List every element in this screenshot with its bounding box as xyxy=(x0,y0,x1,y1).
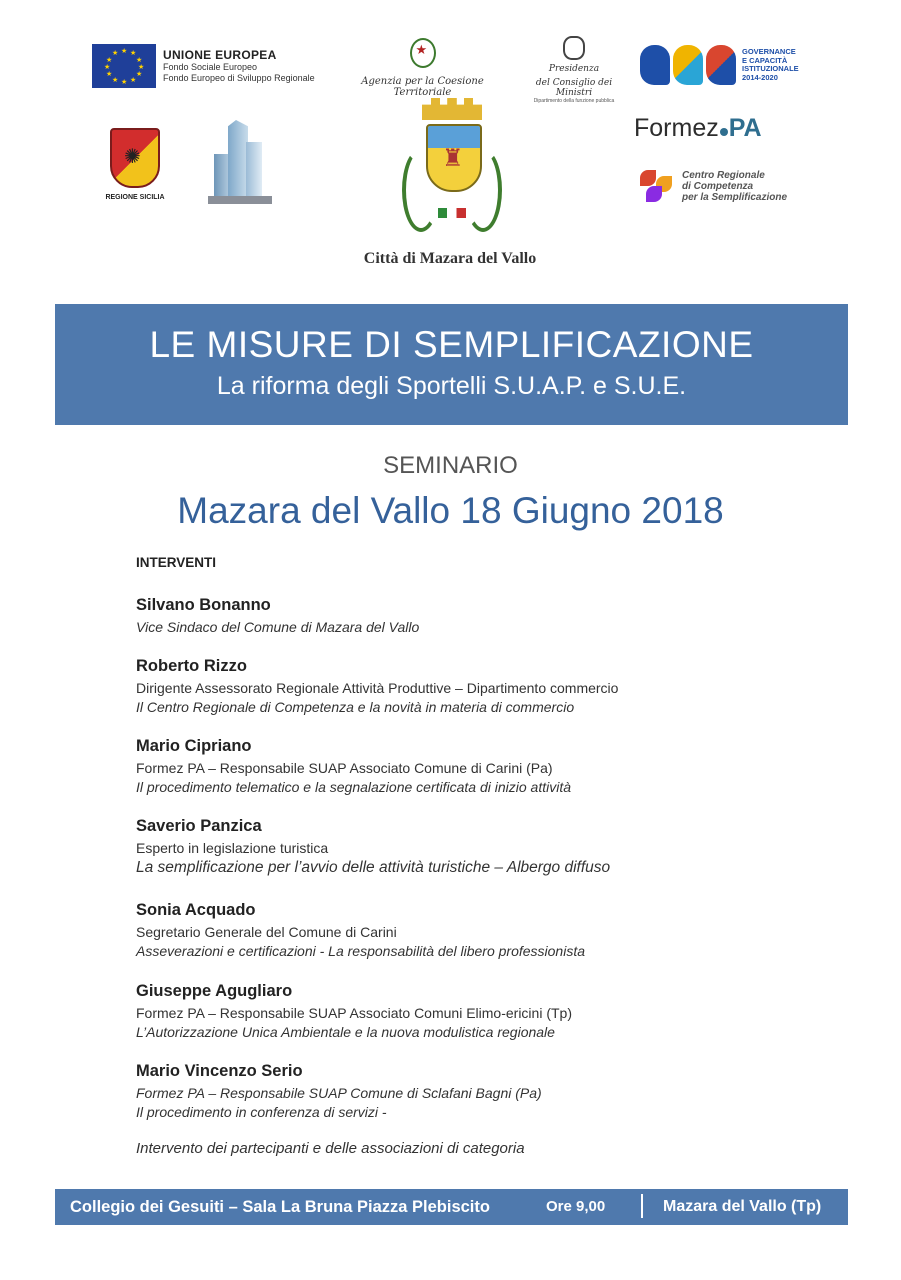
agency-text: Agenzia per la Coesione Territoriale xyxy=(361,76,484,98)
footer-time: Ore 9,00 xyxy=(546,1198,606,1215)
speaker-topic: L’Autorizzazione Unica Ambientale e la nuova modulistica regionale xyxy=(136,1024,555,1040)
speaker-role: Formez PA – Responsabile SUAP Comune di Sclafani Bagni (Pa) xyxy=(136,1085,542,1101)
speaker-topic: Il procedimento in conferenza di servizi - xyxy=(136,1104,387,1120)
pon-line1: GOVERNANCE xyxy=(742,47,796,56)
speaker-name: Mario Vincenzo Serio xyxy=(136,1062,303,1080)
formez-logo xyxy=(634,114,814,143)
presidency-logo xyxy=(524,36,624,104)
formez-part1: Formez xyxy=(634,114,719,142)
pon-line3: ISTITUZIONALE xyxy=(742,64,799,73)
banner-subtitle: La riforma degli Sportelli S.U.A.P. e S.U.E. xyxy=(216,372,687,400)
eu-line1: Fondo Sociale Europeo xyxy=(163,62,258,72)
eu-title: UNIONE EUROPEA xyxy=(163,48,277,62)
eu-flag-icon: ★ ★ ★ ★ ★ ★ ★ ★ ★ ★ ★ ★ xyxy=(92,44,156,88)
presidency-line1: Presidenza xyxy=(548,64,600,74)
agency-logo xyxy=(340,38,505,98)
crc-line1: Centro Regionale xyxy=(682,169,765,181)
interventi-label: INTERVENTI xyxy=(136,555,217,570)
speaker-item xyxy=(136,817,776,877)
crc-line3: per la Semplificazione xyxy=(682,191,788,203)
speaker-role: Dirigente Assessorato Regionale Attività Produttive – Dipartimento commercio xyxy=(136,680,619,696)
presidency-line2: del Consiglio dei Ministri xyxy=(535,78,613,98)
event-type: SEMINARIO xyxy=(383,452,518,479)
speaker-item xyxy=(136,737,776,797)
speaker-topic: Il Centro Regionale di Competenza e la novità in materia di commercio xyxy=(136,699,575,715)
formez-dot-icon xyxy=(720,128,728,136)
speaker-role: Formez PA – Responsabile SUAP Associato Comuni Elimo-ericini (Tp) xyxy=(136,1005,572,1021)
speaker-name: Silvano Bonanno xyxy=(136,596,271,614)
speaker-name: Roberto Rizzo xyxy=(136,657,247,675)
speaker-topic: Il procedimento telematico e la segnalazione certificata di inizio attività xyxy=(136,779,572,795)
closing-note: Intervento dei partecipanti e delle associazioni di categoria xyxy=(136,1140,525,1157)
pon-line2: E CAPACITÀ xyxy=(742,55,788,65)
speaker-topic: Vice Sindaco del Comune di Mazara del Vallo xyxy=(136,619,420,635)
speaker-role: Segretario Generale del Comune di Carini xyxy=(136,924,397,940)
speaker-name: Mario Cipriano xyxy=(136,737,252,755)
sicilia-logo xyxy=(100,128,170,208)
speaker-item xyxy=(136,901,776,961)
formez-part2: PA xyxy=(728,114,762,142)
pon-line4: 2014-2020 xyxy=(742,72,778,82)
speaker-name: Saverio Panzica xyxy=(136,817,262,835)
footer-city: Mazara del Vallo (Tp) xyxy=(663,1198,822,1215)
speaker-item xyxy=(136,982,776,1042)
pon-logo xyxy=(640,42,830,88)
speaker-name: Giuseppe Agugliaro xyxy=(136,982,293,1000)
italian-emblem-icon xyxy=(410,38,436,68)
speaker-role: Esperto in legislazione turistica xyxy=(136,840,329,856)
event-date: Mazara del Vallo 18 Giugno 2018 xyxy=(177,490,724,531)
footer-divider xyxy=(641,1194,643,1218)
speaker-name: Sonia Acquado xyxy=(136,901,256,919)
eu-line2: Fondo Europeo di Sviluppo Regionale xyxy=(163,73,315,83)
sicilia-text: REGIONE SICILIA xyxy=(105,194,165,201)
speaker-item xyxy=(136,596,776,637)
skyscraper-icon xyxy=(206,118,274,204)
banner-title: LE MISURE DI SEMPLIFICAZIONE xyxy=(149,324,754,365)
trinacria-icon xyxy=(110,128,160,188)
pinwheel-icon xyxy=(638,168,674,204)
crc-line2: di Competenza xyxy=(682,180,754,192)
footer-venue: Collegio dei Gesuiti – Sala La Bruna Piazza Plebiscito xyxy=(70,1198,490,1216)
crc-logo xyxy=(638,162,828,210)
presidency-line3: Dipartimento della funzione pubblica xyxy=(533,98,615,104)
speaker-role: Formez PA – Responsabile SUAP Associato Comune di Carini (Pa) xyxy=(136,760,553,776)
speaker-item xyxy=(136,657,776,717)
speaker-topic: La semplificazione per l’avvio delle attività turistiche – Albergo diffuso xyxy=(136,859,611,876)
republic-emblem-icon xyxy=(563,36,585,60)
eu-logo xyxy=(92,42,332,90)
speaker-topic: Asseverazioni e certificazioni - La responsabilità del libero professionista xyxy=(136,943,586,959)
title-banner xyxy=(55,304,848,425)
city-caption: Città di Mazara del Vallo xyxy=(363,250,537,267)
speaker-item xyxy=(136,1062,776,1122)
pon-mark-icon xyxy=(640,45,736,85)
city-crest-icon xyxy=(398,98,506,230)
footer-bar xyxy=(55,1189,848,1225)
